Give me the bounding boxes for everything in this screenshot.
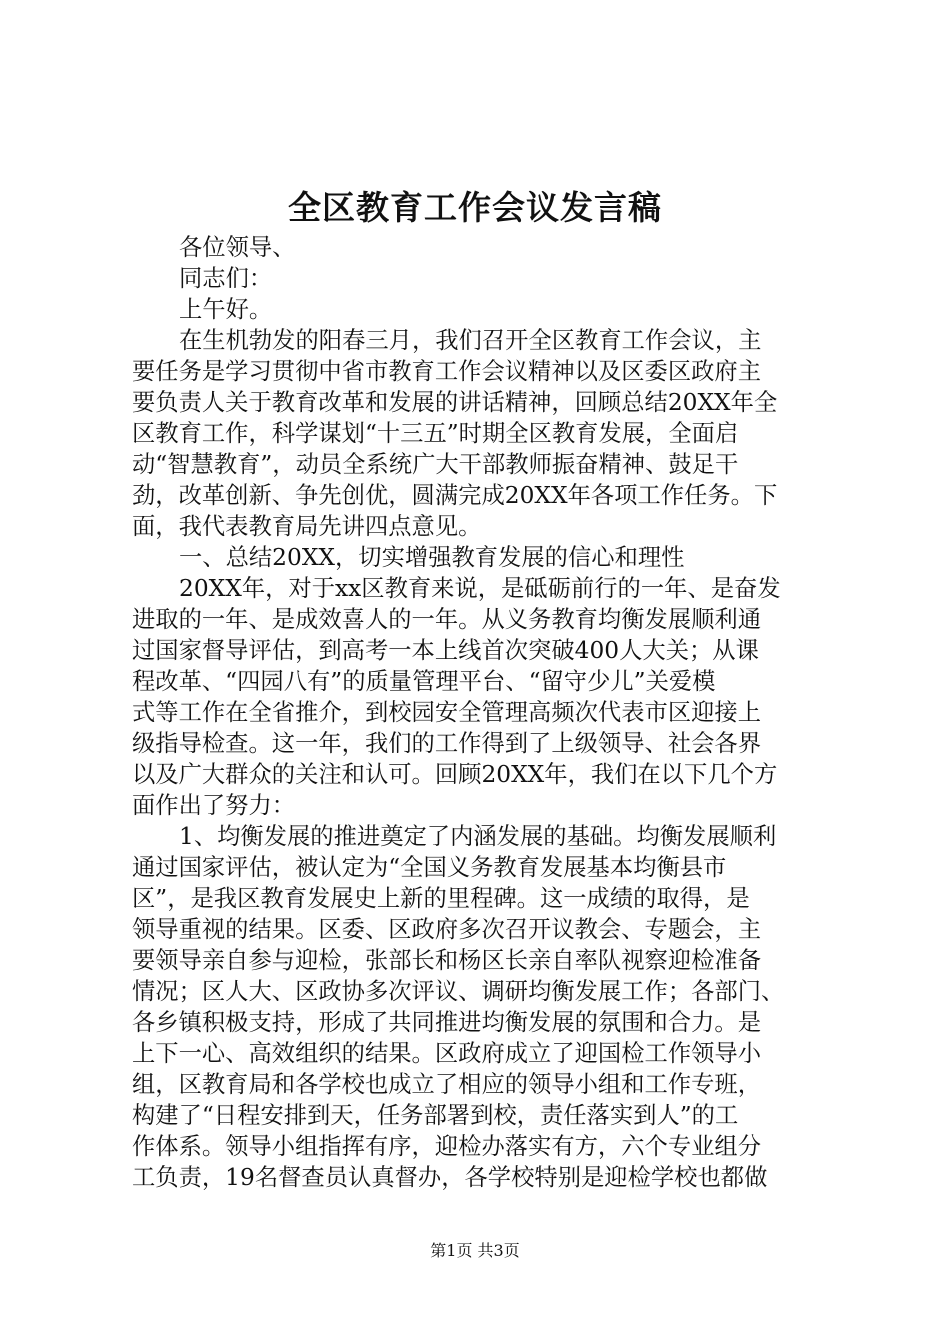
paragraph-line: 式等工作在全省推介，到校园安全管理高频次代表市区迎接上 [132, 699, 762, 726]
paragraph-line: 在生机勃发的阳春三月，我们召开全区教育工作会议，主 [179, 327, 762, 354]
paragraph-line: 劲，改革创新、争先创优，圆满完成20XX年各项工作任务。下 [132, 482, 778, 509]
paragraph-line: 20XX年，对于xx区教育来说，是砥砺前行的一年、是奋发 [179, 575, 781, 602]
paragraph-line: 1、均衡发展的推进奠定了内涵发展的基础。均衡发展顺利 [179, 823, 777, 850]
paragraph-line: 组，区教育局和各学校也成立了相应的领导小组和工作专班， [132, 1071, 762, 1098]
paragraph-line: 上下一心、高效组织的结果。区政府成立了迎国检工作领导小 [132, 1040, 762, 1067]
paragraph-line: 进取的一年、是成效喜人的一年。从义务教育均衡发展顺利通 [132, 606, 762, 633]
page-footer: 第1页 共3页 [430, 1241, 520, 1260]
paragraph-line: 各乡镇积极支持，形成了共同推进均衡发展的氛围和合力。是 [132, 1009, 762, 1036]
paragraph-line: 区教育工作，科学谋划“十三五”时期全区教育发展，全面启 [132, 420, 739, 447]
document-title: 全区教育工作会议发言稿 [288, 188, 662, 227]
paragraph-line: 面，我代表教育局先讲四点意见。 [132, 513, 482, 540]
paragraph-line: 过国家督导评估，到高考一本上线首次突破400人大关；从课 [132, 637, 759, 664]
paragraph-line: 同志们： [179, 265, 273, 292]
paragraph-line: 要负责人关于教育改革和发展的讲话精神，回顾总结20XX年全 [132, 389, 778, 416]
paragraph-line: 领导重视的结果。区委、区政府多次召开议教会、专题会，主 [132, 916, 762, 943]
paragraph-line: 要任务是学习贯彻中省市教育工作会议精神以及区委区政府主 [132, 358, 762, 385]
paragraph-line: 程改革、“四园八有”的质量管理平台、“留守少儿”关爱模 [132, 668, 716, 695]
paragraph-line: 上午好。 [179, 296, 273, 323]
paragraph-line: 动“智慧教育”，动员全系统广大干部教师振奋精神、鼓足干 [132, 451, 739, 478]
paragraph-line: 各位领导、 [179, 234, 296, 261]
paragraph-line: 通过国家评估，被认定为“全国义务教育发展基本均衡县市 [132, 854, 727, 881]
document-body [132, 232, 832, 1193]
paragraph-line: 情况；区人大、区政协多次评议、调研均衡发展工作；各部门、 [132, 978, 785, 1005]
paragraph-line: 要领导亲自参与迎检，张部长和杨区长亲自率队视察迎检准备 [132, 947, 762, 974]
paragraph-line: 工负责，19名督查员认真督办，各学校特别是迎检学校也都做 [132, 1164, 768, 1191]
paragraph-line: 区”，是我区教育发展史上新的里程碑。这一成绩的取得，是 [132, 885, 750, 912]
paragraph-line: 级指导检查。这一年，我们的工作得到了上级领导、社会各界 [132, 730, 762, 757]
paragraph-line: 面作出了努力： [132, 792, 296, 819]
paragraph-line: 作体系。领导小组指挥有序，迎检办落实有方，六个专业组分 [132, 1133, 762, 1160]
paragraph-line: 一、总结20XX，切实增强教育发展的信心和理性 [179, 544, 685, 571]
paragraph-line: 构建了“日程安排到天，任务部署到校，责任落实到人”的工 [132, 1102, 739, 1129]
paragraph-line: 以及广大群众的关注和认可。回顾20XX年，我们在以下几个方 [132, 761, 778, 788]
